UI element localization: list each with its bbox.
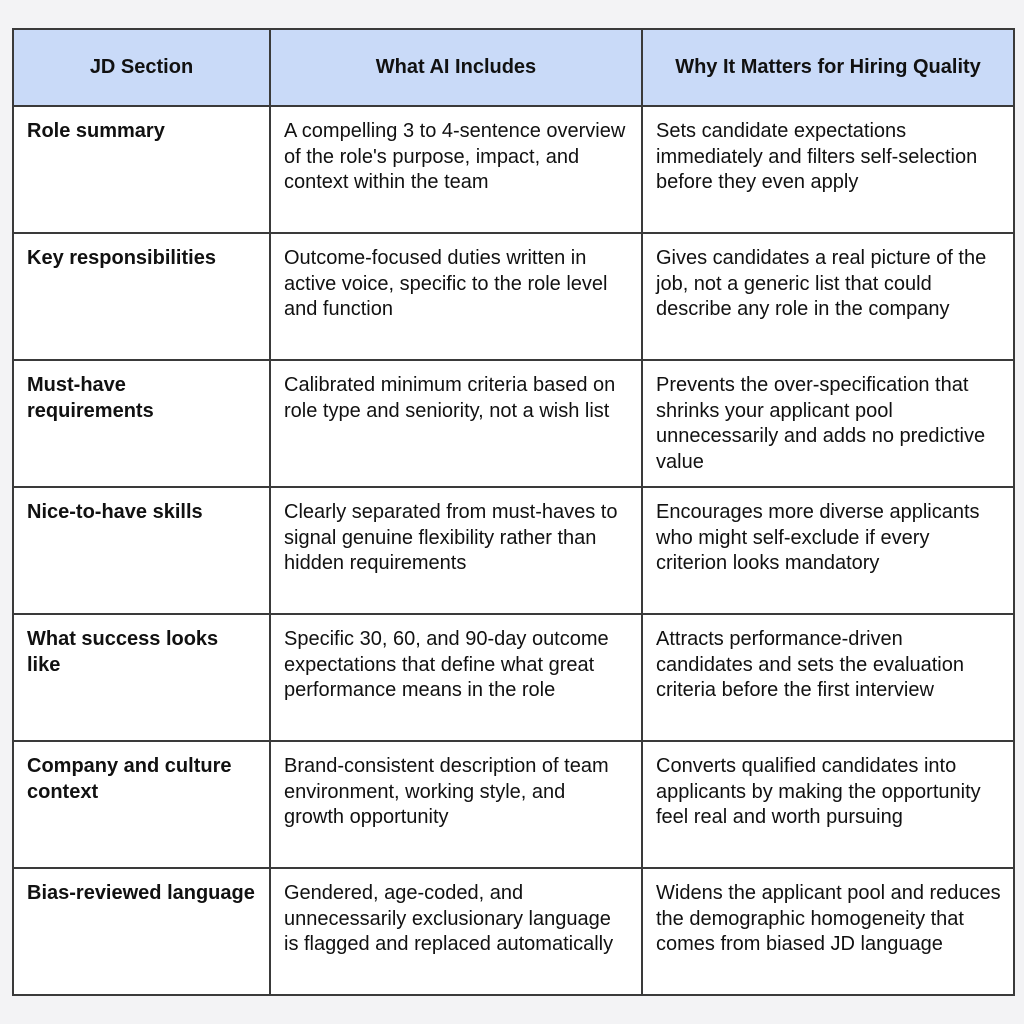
row-section-cell: Key responsibilities	[13, 233, 270, 360]
row-section-cell: Must-have requirements	[13, 360, 270, 487]
row-why-cell: Sets candidate expectations immediately and filters self-selection before they even apply	[642, 106, 1014, 233]
row-why-cell: Converts qualified candidates into applicants by making the opportunity feel real and worth pursuing	[642, 741, 1014, 868]
row-includes-cell: Calibrated minimum criteria based on role type and seniority, not a wish list	[270, 360, 642, 487]
row-includes-cell: A compelling 3 to 4-sentence overview of the role's purpose, impact, and context within the team	[270, 106, 642, 233]
row-includes-cell: Clearly separated from must-haves to signal genuine flexibility rather than hidden requirements	[270, 487, 642, 614]
jd-comparison-table-container	[12, 28, 1013, 996]
header-why-it-matters: Why It Matters for Hiring Quality	[642, 29, 1014, 106]
row-section-cell: Role summary	[13, 106, 270, 233]
row-includes-cell: Specific 30, 60, and 90-day outcome expectations that define what great performance means in the role	[270, 614, 642, 741]
table-row	[13, 106, 1014, 233]
table-header-row	[13, 29, 1014, 106]
header-jd-section: JD Section	[13, 29, 270, 106]
row-includes-cell: Brand-consistent description of team environment, working style, and growth opportunity	[270, 741, 642, 868]
row-section-cell: What success looks like	[13, 614, 270, 741]
table-row	[13, 233, 1014, 360]
row-includes-cell: Gendered, age-coded, and unnecessarily exclusionary language is flagged and replaced automatically	[270, 868, 642, 995]
row-why-cell: Encourages more diverse applicants who might self-exclude if every criterion looks mandatory	[642, 487, 1014, 614]
row-includes-cell: Outcome-focused duties written in active voice, specific to the role level and function	[270, 233, 642, 360]
table-row	[13, 868, 1014, 995]
table-row	[13, 741, 1014, 868]
row-section-cell: Company and culture context	[13, 741, 270, 868]
table-row	[13, 360, 1014, 487]
row-why-cell: Prevents the over-specification that shrinks your applicant pool unnecessarily and adds no predictive value	[642, 360, 1014, 487]
header-what-ai-includes: What AI Includes	[270, 29, 642, 106]
table-row	[13, 487, 1014, 614]
row-why-cell: Attracts performance-driven candidates and sets the evaluation criteria before the first interview	[642, 614, 1014, 741]
row-why-cell: Gives candidates a real picture of the job, not a generic list that could describe any role in the company	[642, 233, 1014, 360]
row-section-cell: Nice-to-have skills	[13, 487, 270, 614]
row-section-cell: Bias-reviewed language	[13, 868, 270, 995]
jd-comparison-table	[12, 28, 1015, 996]
table-row	[13, 614, 1014, 741]
row-why-cell: Widens the applicant pool and reduces the demographic homogeneity that comes from biased JD language	[642, 868, 1014, 995]
